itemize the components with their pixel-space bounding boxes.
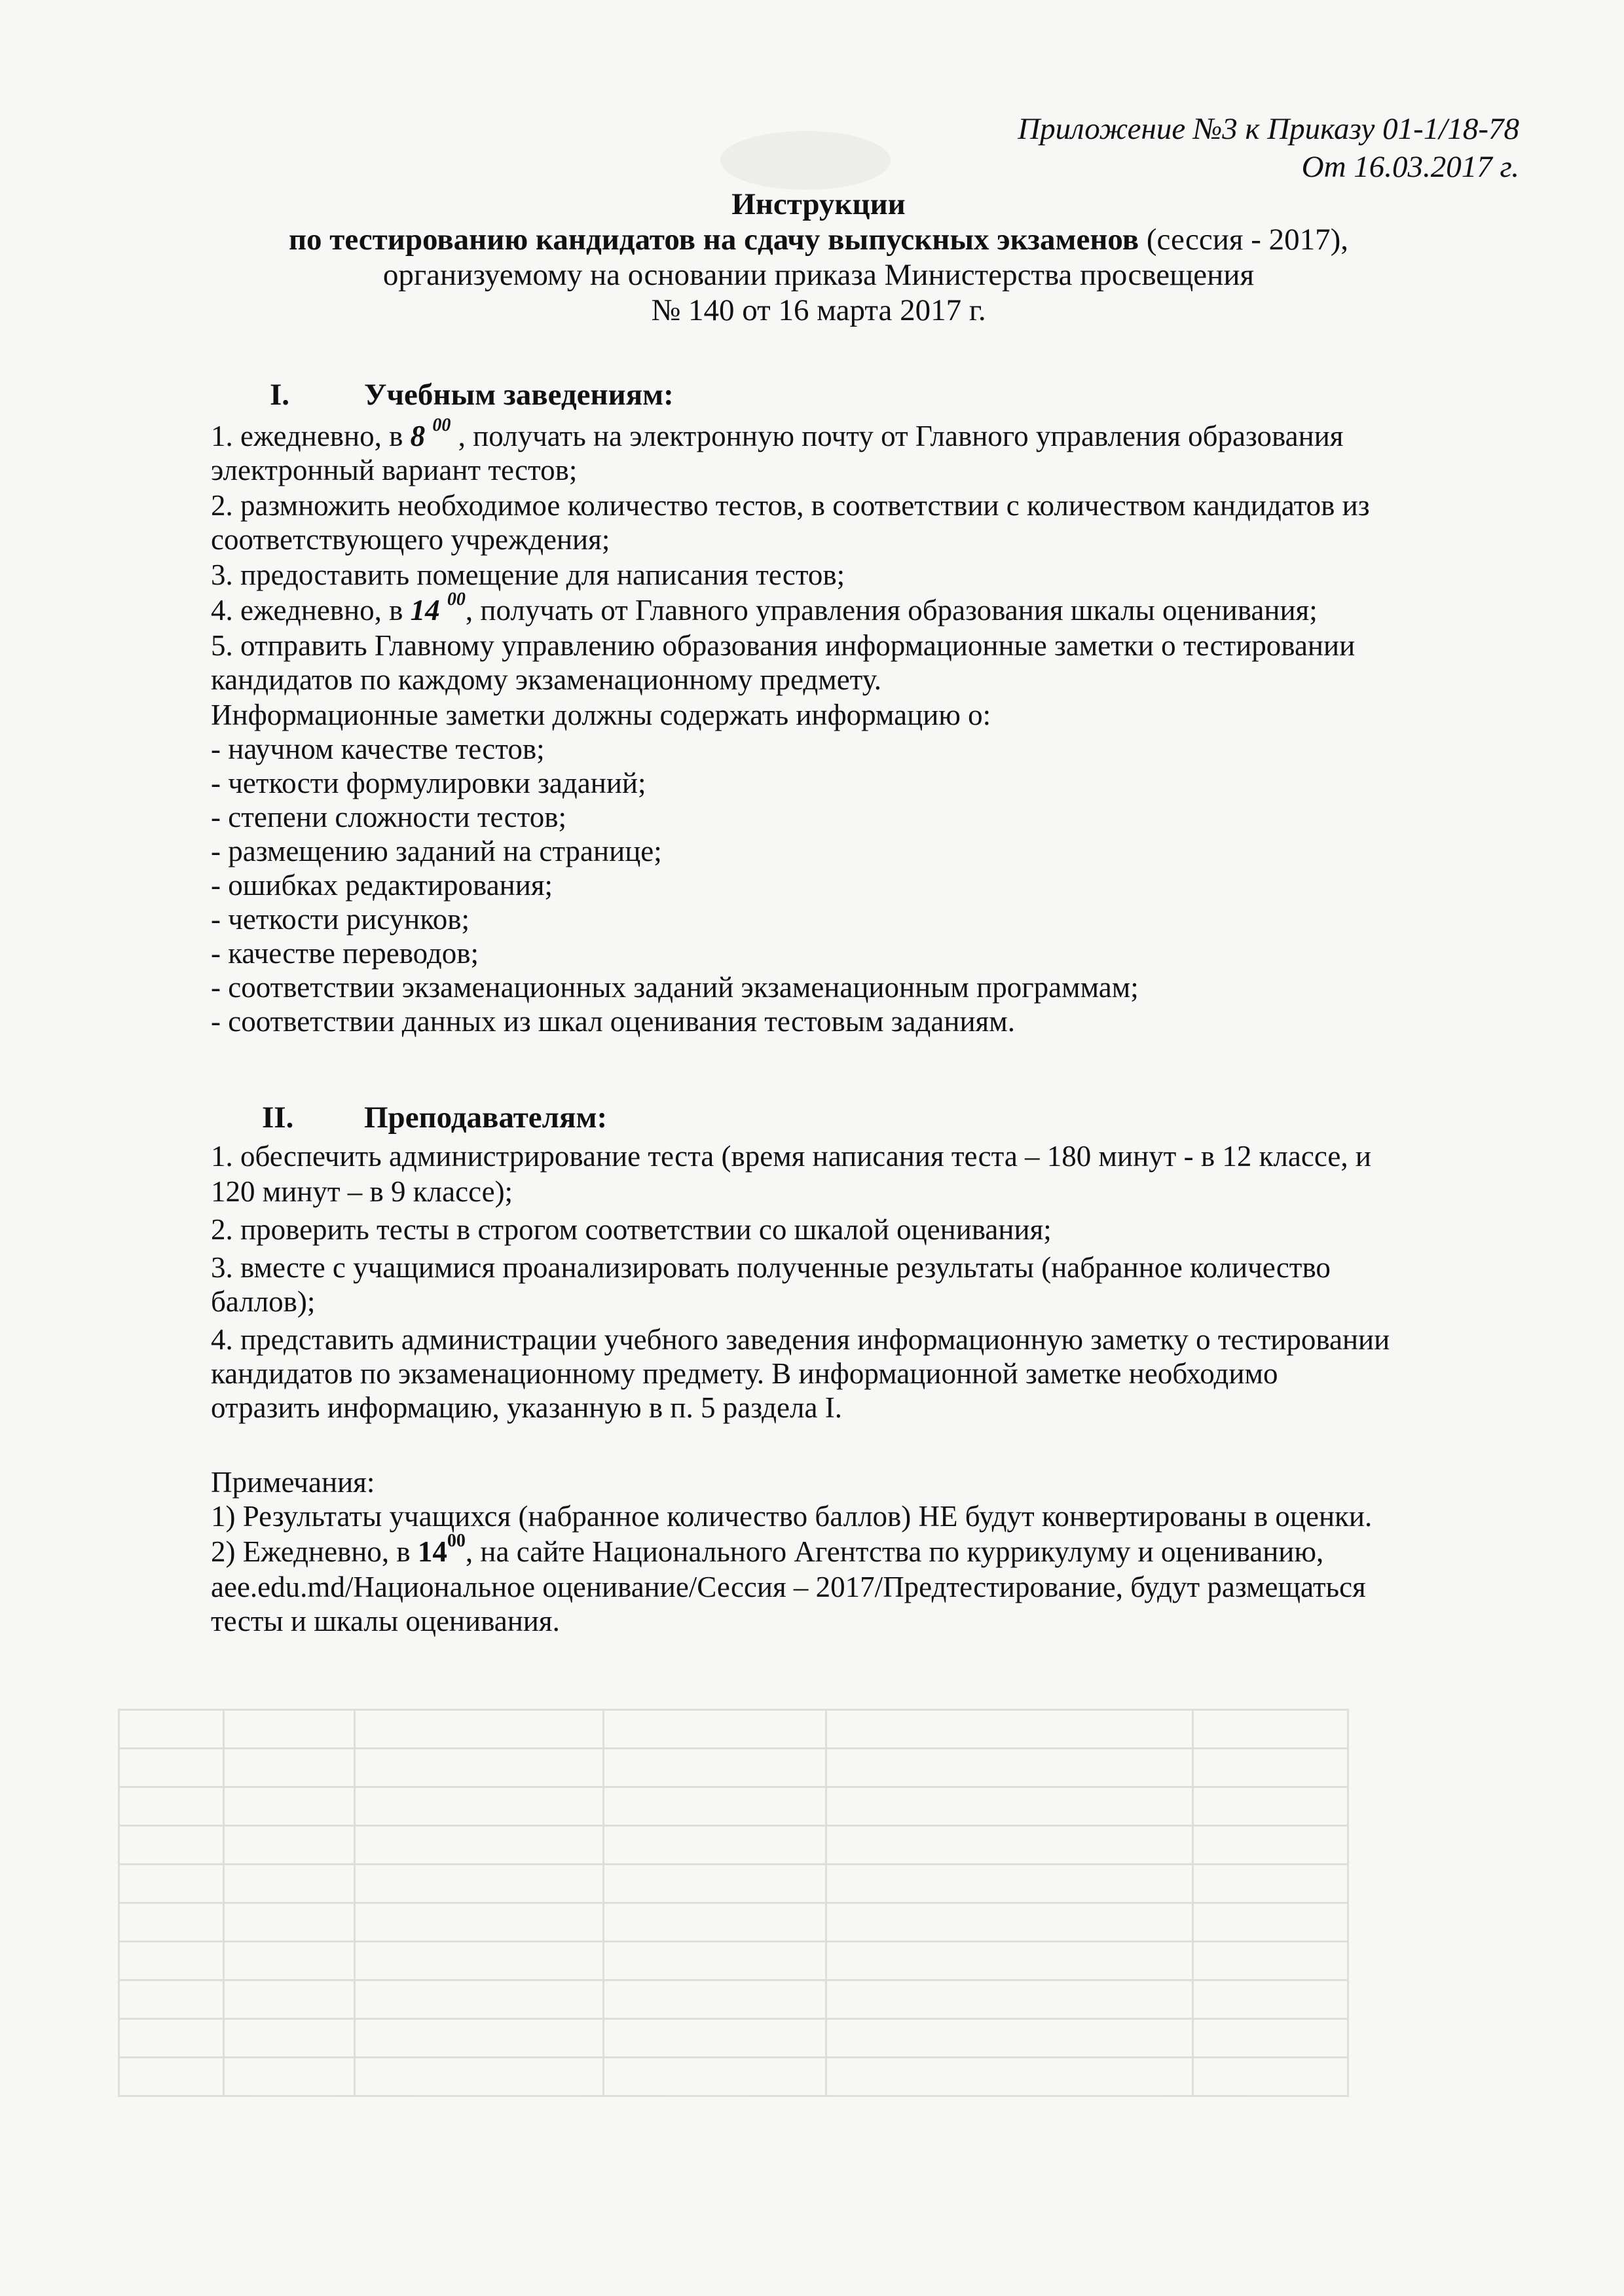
s1-note: - соответствии экзаменационных заданий экзаменационным программам;	[211, 971, 1139, 1004]
section1-heading: Учебным заведениям:	[364, 378, 674, 412]
bleed-through-table	[118, 1709, 1349, 2128]
remarks-heading: Примечания:	[211, 1466, 375, 1499]
s2-item4-line1: 4. представить администрации учебного заведения информационную заметку о тестировании	[211, 1323, 1390, 1356]
s1-note: - размещению заданий на странице;	[211, 835, 662, 867]
s1-note: - соответствии данных из шкал оценивания тестовым заданиям.	[211, 1005, 1015, 1038]
s2-item2: 2. проверить тесты в строгом соответствии со шкалой оценивания;	[211, 1213, 1052, 1246]
s1-note: - качестве переводов;	[211, 937, 479, 970]
remark-2-line3: тесты и шкалы оценивания.	[211, 1605, 560, 1637]
document-subtitle: по тестированию кандидатов на сдачу выпускных экзаменов (сессия - 2017),	[288, 223, 1349, 257]
s1-note: - ошибках редактирования;	[211, 869, 553, 902]
section1-numeral: I.	[270, 378, 290, 412]
appendix-date: От 16.03.2017 г.	[1301, 150, 1519, 184]
s2-item3-line1: 3. вместе с учащимися проанализировать полученные результаты (набранное количество	[211, 1251, 1331, 1284]
s1-item4: 4. ежедневно, в 14 $^{00}$, получать от Главного управления образования шкалы оценивания;	[211, 589, 1318, 627]
document-basis: организуемому на основании приказа Министерства просвещения	[382, 258, 1255, 292]
s1-item1-line1: 1. ежедневно, в 8 $^{00}$ , получать на электронную почту от Главного управления образования	[211, 415, 1344, 452]
s1-notes-intro: Информационные заметки должны содержать информацию о:	[211, 699, 991, 731]
s1-item1-line2: электронный вариант тестов;	[211, 454, 578, 486]
s2-item3-line2: баллов);	[211, 1285, 316, 1318]
document-title-block	[196, 187, 1441, 328]
s1-note: - степени сложности тестов;	[211, 801, 566, 833]
s1-item2-line1: 2. размножить необходимое количество тестов, в соответствии с количеством кандидатов из	[211, 489, 1370, 522]
bleed-through-smudge	[720, 131, 891, 190]
s1-note: - четкости формулировки заданий;	[211, 767, 646, 799]
s1-note: - четкости рисунков;	[211, 903, 470, 936]
document-order-number: № 140 от 16 марта 2017 г.	[651, 293, 986, 327]
s1-item3: 3. предоставить помещение для написания тестов;	[211, 558, 845, 591]
s2-item4-line2: кандидатов по экзаменационному предмету. В информационной заметке необходимо	[211, 1357, 1278, 1390]
remark-2-line1: 2) Ежедневно, в $14^{00}$, на сайте Национального Агентства по куррикулуму и оцениванию,	[211, 1531, 1324, 1568]
remark-2-line2: aee.edu.md/Национальное оценивание/Сессия – 2017/Предтестирование, будут размещаться	[211, 1571, 1366, 1603]
s1-item5-line1: 5. отправить Главному управлению образования информационные заметки о тестировании	[211, 629, 1356, 662]
section2-numeral: II.	[262, 1101, 294, 1135]
section2-heading: Преподавателям:	[364, 1101, 608, 1135]
s2-item4-line3: отразить информацию, указанную в п. 5 раздела I.	[211, 1391, 842, 1424]
s2-item1-line1: 1. обеспечить администрирование теста (время написания теста – 180 минут - в 12 классе, и	[211, 1140, 1371, 1173]
s1-note: - научном качестве тестов;	[211, 733, 545, 765]
document-title: Инструкции	[731, 187, 906, 221]
s1-item2-line2: соответствующего учреждения;	[211, 523, 610, 556]
appendix-reference: Приложение №3 к Приказу 01-1/18-78	[1018, 112, 1519, 146]
remark-1: 1) Результаты учащихся (набранное количество баллов) НЕ будут конвертированы в оценки.	[211, 1500, 1373, 1533]
s1-item5-line2: кандидатов по каждому экзаменационному предмету.	[211, 663, 881, 696]
s2-item1-line2: 120 минут – в 9 классе);	[211, 1175, 513, 1208]
